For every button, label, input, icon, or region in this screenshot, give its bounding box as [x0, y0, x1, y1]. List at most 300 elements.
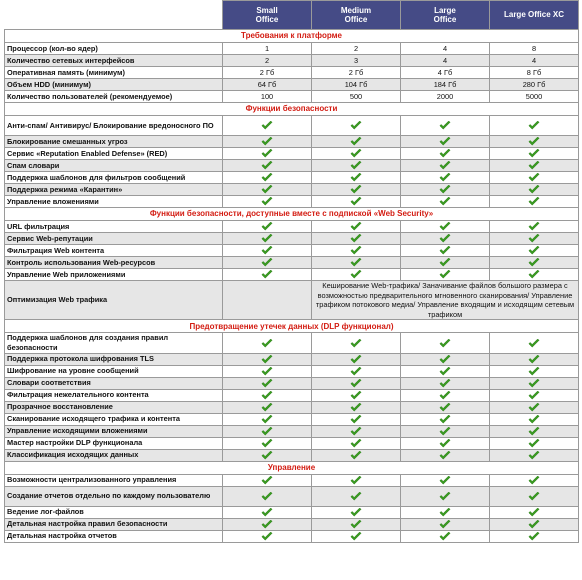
checkmark-icon [528, 338, 540, 347]
check-cell [490, 449, 579, 461]
checkmark-icon [528, 222, 540, 231]
check-cell [223, 474, 312, 486]
check-cell [312, 148, 401, 160]
value-cell: 2 Гб [223, 67, 312, 79]
checkmark-icon [528, 246, 540, 255]
row-label: Прозрачное восстановление [5, 401, 223, 413]
checkmark-icon [528, 475, 540, 484]
checkmark-icon [261, 414, 273, 423]
check-cell [401, 136, 490, 148]
check-cell [401, 518, 490, 530]
checkmark-icon [350, 378, 362, 387]
table-row [5, 437, 579, 449]
check-cell [401, 474, 490, 486]
checkmark-icon [528, 402, 540, 411]
checkmark-icon [350, 450, 362, 459]
table-row [5, 281, 579, 320]
checkmark-icon [350, 173, 362, 182]
checkmark-icon [528, 197, 540, 206]
checkmark-icon [528, 390, 540, 399]
checkmark-icon [439, 519, 451, 528]
row-label: Поддержка шаблонов для создания правил безопасности [5, 333, 223, 353]
checkmark-icon [439, 197, 451, 206]
checkmark-icon [528, 270, 540, 279]
row-label: Поддержка режима «Карантин» [5, 184, 223, 196]
checkmark-icon [350, 426, 362, 435]
check-cell [401, 425, 490, 437]
check-cell [312, 518, 401, 530]
row-label: Управление вложениями [5, 196, 223, 208]
checkmark-icon [439, 390, 451, 399]
checkmark-icon [528, 185, 540, 194]
check-cell [312, 377, 401, 389]
check-cell [490, 437, 579, 449]
row-label: Спам словари [5, 160, 223, 172]
column-header [312, 1, 401, 30]
check-cell [312, 116, 401, 136]
check-cell [312, 413, 401, 425]
check-cell [490, 233, 579, 245]
checkmark-icon [261, 197, 273, 206]
value-cell: 100 [223, 91, 312, 103]
check-cell [223, 333, 312, 353]
check-cell [490, 413, 579, 425]
checkmark-icon [350, 519, 362, 528]
column-header-line: Office [255, 15, 279, 24]
checkmark-icon [261, 378, 273, 387]
check-cell [223, 449, 312, 461]
checkmark-icon [350, 338, 362, 347]
check-cell [401, 449, 490, 461]
check-cell [401, 506, 490, 518]
section-title-row [5, 208, 579, 221]
check-cell [312, 530, 401, 542]
table-row [5, 530, 579, 542]
row-label: Сканирование исходящего трафика и контента [5, 413, 223, 425]
column-header-line: Office [433, 15, 457, 24]
check-cell [223, 116, 312, 136]
check-cell [223, 377, 312, 389]
check-cell [223, 233, 312, 245]
table-row [5, 136, 579, 148]
table-row [5, 425, 579, 437]
checkmark-icon [439, 161, 451, 170]
value-cell: 2000 [401, 91, 490, 103]
table-row [5, 389, 579, 401]
table-row [5, 184, 579, 196]
checkmark-icon [528, 507, 540, 516]
check-cell [490, 506, 579, 518]
checkmark-icon [528, 354, 540, 363]
row-label: Фильтрация нежелательного контента [5, 389, 223, 401]
column-header-line: Office [344, 15, 368, 24]
value-cell: 8 [490, 43, 579, 55]
checkmark-icon [261, 173, 273, 182]
checkmark-icon [261, 149, 273, 158]
table-row [5, 67, 579, 79]
check-cell [312, 172, 401, 184]
table-row [5, 401, 579, 413]
check-cell [401, 245, 490, 257]
check-cell [490, 474, 579, 486]
check-cell [312, 333, 401, 353]
row-label: Анти-спам/ Антивирус/ Блокирование вредоносного ПО [5, 116, 223, 136]
row-label: Шифрование на уровне сообщений [5, 365, 223, 377]
table-row [5, 377, 579, 389]
check-cell [223, 184, 312, 196]
check-cell [312, 425, 401, 437]
checkmark-icon [350, 366, 362, 375]
value-cell: 1 [223, 43, 312, 55]
check-cell [401, 486, 490, 506]
checkmark-icon [350, 438, 362, 447]
checkmark-icon [439, 450, 451, 459]
checkmark-icon [261, 185, 273, 194]
check-cell [312, 245, 401, 257]
checkmark-icon [439, 137, 451, 146]
section-title-row [5, 320, 579, 333]
check-cell [312, 353, 401, 365]
table-row [5, 148, 579, 160]
checkmark-icon [350, 222, 362, 231]
row-label: Контроль использования Web-ресурсов [5, 257, 223, 269]
check-cell [401, 257, 490, 269]
row-label: Создание отчетов отдельно по каждому пользователю [5, 486, 223, 506]
check-cell [401, 172, 490, 184]
check-cell [490, 425, 579, 437]
checkmark-icon [439, 438, 451, 447]
check-cell [223, 437, 312, 449]
checkmark-icon [439, 222, 451, 231]
section-title: Функции безопасности [5, 103, 579, 116]
section-title: Функции безопасности, доступные вместе с подпиской «Web Security» [5, 208, 579, 221]
section-title: Управление [5, 461, 579, 474]
check-cell [490, 245, 579, 257]
checkmark-icon [528, 531, 540, 540]
check-cell [223, 365, 312, 377]
row-label: Объем HDD (минимум) [5, 79, 223, 91]
column-header-line: Large [434, 5, 456, 15]
check-cell [490, 389, 579, 401]
column-header [223, 1, 312, 30]
checkmark-icon [528, 173, 540, 182]
table-row [5, 413, 579, 425]
checkmark-icon [350, 149, 362, 158]
comparison-table [4, 0, 579, 543]
checkmark-icon [439, 338, 451, 347]
checkmark-icon [528, 491, 540, 500]
checkmark-icon [350, 475, 362, 484]
check-cell [312, 184, 401, 196]
row-label: Ведение лог-файлов [5, 506, 223, 518]
check-cell [312, 160, 401, 172]
check-cell [223, 257, 312, 269]
table-row [5, 474, 579, 486]
checkmark-icon [528, 161, 540, 170]
checkmark-icon [439, 354, 451, 363]
checkmark-icon [350, 390, 362, 399]
column-header-line: Medium [340, 5, 372, 15]
checkmark-icon [350, 402, 362, 411]
checkmark-icon [350, 270, 362, 279]
row-label: Управление Web приложениями [5, 269, 223, 281]
check-cell [401, 184, 490, 196]
check-cell [490, 116, 579, 136]
value-cell: 64 Гб [223, 79, 312, 91]
checkmark-icon [261, 402, 273, 411]
value-cell: 4 Гб [401, 67, 490, 79]
row-label: Мастер настройки DLP функционала [5, 437, 223, 449]
table-row [5, 257, 579, 269]
value-cell: 2 [312, 43, 401, 55]
check-cell [223, 172, 312, 184]
checkmark-icon [350, 414, 362, 423]
check-cell [223, 401, 312, 413]
check-cell [312, 449, 401, 461]
check-cell [401, 221, 490, 233]
table-row [5, 116, 579, 136]
table-row [5, 486, 579, 506]
check-cell [401, 148, 490, 160]
checkmark-icon [439, 378, 451, 387]
checkmark-icon [528, 519, 540, 528]
checkmark-icon [528, 438, 540, 447]
check-cell [401, 160, 490, 172]
row-label: Возможности централизованного управления [5, 474, 223, 486]
checkmark-icon [439, 531, 451, 540]
table-row [5, 245, 579, 257]
checkmark-icon [528, 450, 540, 459]
checkmark-icon [439, 234, 451, 243]
checkmark-icon [528, 258, 540, 267]
checkmark-icon [261, 258, 273, 267]
checkmark-icon [350, 234, 362, 243]
check-cell [223, 136, 312, 148]
row-label: Количество пользователей (рекомендуемое) [5, 91, 223, 103]
table-row [5, 79, 579, 91]
check-cell [490, 221, 579, 233]
checkmark-icon [528, 234, 540, 243]
section-title: Предотвращение утечек данных (DLP функционал) [5, 320, 579, 333]
checkmark-icon [261, 222, 273, 231]
row-label: Управление исходящими вложениями [5, 425, 223, 437]
checkmark-icon [528, 366, 540, 375]
checkmark-icon [261, 438, 273, 447]
check-cell [490, 530, 579, 542]
check-cell [490, 269, 579, 281]
value-cell: 3 [312, 55, 401, 67]
check-cell [312, 474, 401, 486]
checkmark-icon [439, 402, 451, 411]
merged-description-cell: Кеширование Web-трафика/ Заначивание файлов большого размера с возможностью предварительного мгновенного сканирования/ Управление трафиком потокового медиа/ Управление входящим и исходящим сетевым трафиком [312, 281, 579, 320]
row-label: Блокирование смешанных угроз [5, 136, 223, 148]
check-cell [223, 506, 312, 518]
value-cell: 2 [223, 55, 312, 67]
checkmark-icon [261, 450, 273, 459]
check-cell [401, 413, 490, 425]
checkmark-icon [350, 161, 362, 170]
check-cell [490, 160, 579, 172]
checkmark-icon [350, 197, 362, 206]
check-cell [223, 425, 312, 437]
header-corner [5, 1, 223, 30]
table-row [5, 449, 579, 461]
row-label: Оптимизация Web трафика [5, 281, 223, 320]
check-cell [401, 196, 490, 208]
checkmark-icon [261, 531, 273, 540]
checkmark-icon [261, 338, 273, 347]
table-row [5, 43, 579, 55]
checkmark-icon [439, 246, 451, 255]
checkmark-icon [261, 246, 273, 255]
checkmark-icon [528, 137, 540, 146]
checkmark-icon [439, 185, 451, 194]
checkmark-icon [439, 491, 451, 500]
checkmark-icon [439, 173, 451, 182]
table-row [5, 221, 579, 233]
row-label: Процессор (кол-во ядер) [5, 43, 223, 55]
header-row [5, 1, 579, 30]
checkmark-icon [439, 149, 451, 158]
checkmark-icon [528, 378, 540, 387]
check-cell [223, 389, 312, 401]
checkmark-icon [261, 475, 273, 484]
check-cell [223, 413, 312, 425]
check-cell [490, 172, 579, 184]
checkmark-icon [528, 121, 540, 130]
check-cell [312, 269, 401, 281]
check-cell [223, 148, 312, 160]
check-cell [490, 377, 579, 389]
check-cell [312, 365, 401, 377]
checkmark-icon [350, 531, 362, 540]
table-row [5, 269, 579, 281]
section-title: Требования к платформе [5, 30, 579, 43]
value-cell: 4 [401, 43, 490, 55]
checkmark-icon [350, 491, 362, 500]
check-cell [401, 365, 490, 377]
row-label: Оперативная память (минимум) [5, 67, 223, 79]
checkmark-icon [261, 354, 273, 363]
check-cell [312, 506, 401, 518]
check-cell [490, 136, 579, 148]
empty-cell [223, 281, 312, 320]
check-cell [401, 377, 490, 389]
row-label: Словари соответствия [5, 377, 223, 389]
section-title-row [5, 103, 579, 116]
check-cell [223, 196, 312, 208]
table-row [5, 353, 579, 365]
value-cell: 2 Гб [312, 67, 401, 79]
checkmark-icon [350, 354, 362, 363]
checkmark-icon [439, 258, 451, 267]
check-cell [401, 389, 490, 401]
checkmark-icon [261, 234, 273, 243]
check-cell [490, 365, 579, 377]
check-cell [490, 196, 579, 208]
check-cell [401, 269, 490, 281]
check-cell [223, 269, 312, 281]
value-cell: 184 Гб [401, 79, 490, 91]
checkmark-icon [439, 507, 451, 516]
checkmark-icon [528, 149, 540, 158]
check-cell [490, 257, 579, 269]
checkmark-icon [261, 366, 273, 375]
column-header-line: Large Office XC [503, 10, 564, 20]
check-cell [223, 160, 312, 172]
check-cell [401, 353, 490, 365]
check-cell [312, 221, 401, 233]
check-cell [223, 221, 312, 233]
column-header [401, 1, 490, 30]
value-cell: 280 Гб [490, 79, 579, 91]
check-cell [223, 518, 312, 530]
row-label: Поддержка протокола шифрования TLS [5, 353, 223, 365]
checkmark-icon [350, 137, 362, 146]
row-label: Детальная настройка правил безопасности [5, 518, 223, 530]
table-row [5, 506, 579, 518]
value-cell: 500 [312, 91, 401, 103]
value-cell: 5000 [490, 91, 579, 103]
check-cell [401, 401, 490, 413]
check-cell [401, 333, 490, 353]
row-label: Детальная настройка отчетов [5, 530, 223, 542]
row-label: URL фильтрация [5, 221, 223, 233]
checkmark-icon [261, 519, 273, 528]
check-cell [312, 486, 401, 506]
checkmark-icon [439, 270, 451, 279]
row-label: Классификация исходящих данных [5, 449, 223, 461]
checkmark-icon [261, 507, 273, 516]
row-label: Количество сетевых интерфейсов [5, 55, 223, 67]
check-cell [223, 353, 312, 365]
table-row [5, 91, 579, 103]
checkmark-icon [528, 426, 540, 435]
checkmark-icon [261, 137, 273, 146]
check-cell [490, 148, 579, 160]
table-row [5, 55, 579, 67]
checkmark-icon [261, 426, 273, 435]
check-cell [490, 486, 579, 506]
checkmark-icon [350, 507, 362, 516]
checkmark-icon [350, 185, 362, 194]
row-label: Поддержка шаблонов для фильтров сообщений [5, 172, 223, 184]
table-row [5, 196, 579, 208]
checkmark-icon [439, 121, 451, 130]
checkmark-icon [261, 161, 273, 170]
table-row [5, 365, 579, 377]
check-cell [490, 401, 579, 413]
row-label: Фильтрация Web контента [5, 245, 223, 257]
check-cell [490, 333, 579, 353]
check-cell [490, 184, 579, 196]
check-cell [223, 486, 312, 506]
checkmark-icon [261, 491, 273, 500]
check-cell [312, 196, 401, 208]
check-cell [401, 530, 490, 542]
check-cell [401, 116, 490, 136]
value-cell: 4 [490, 55, 579, 67]
section-title-row [5, 461, 579, 474]
checkmark-icon [261, 121, 273, 130]
checkmark-icon [350, 246, 362, 255]
table-row [5, 518, 579, 530]
check-cell [312, 437, 401, 449]
checkmark-icon [261, 270, 273, 279]
check-cell [223, 530, 312, 542]
table-row [5, 233, 579, 245]
checkmark-icon [439, 366, 451, 375]
